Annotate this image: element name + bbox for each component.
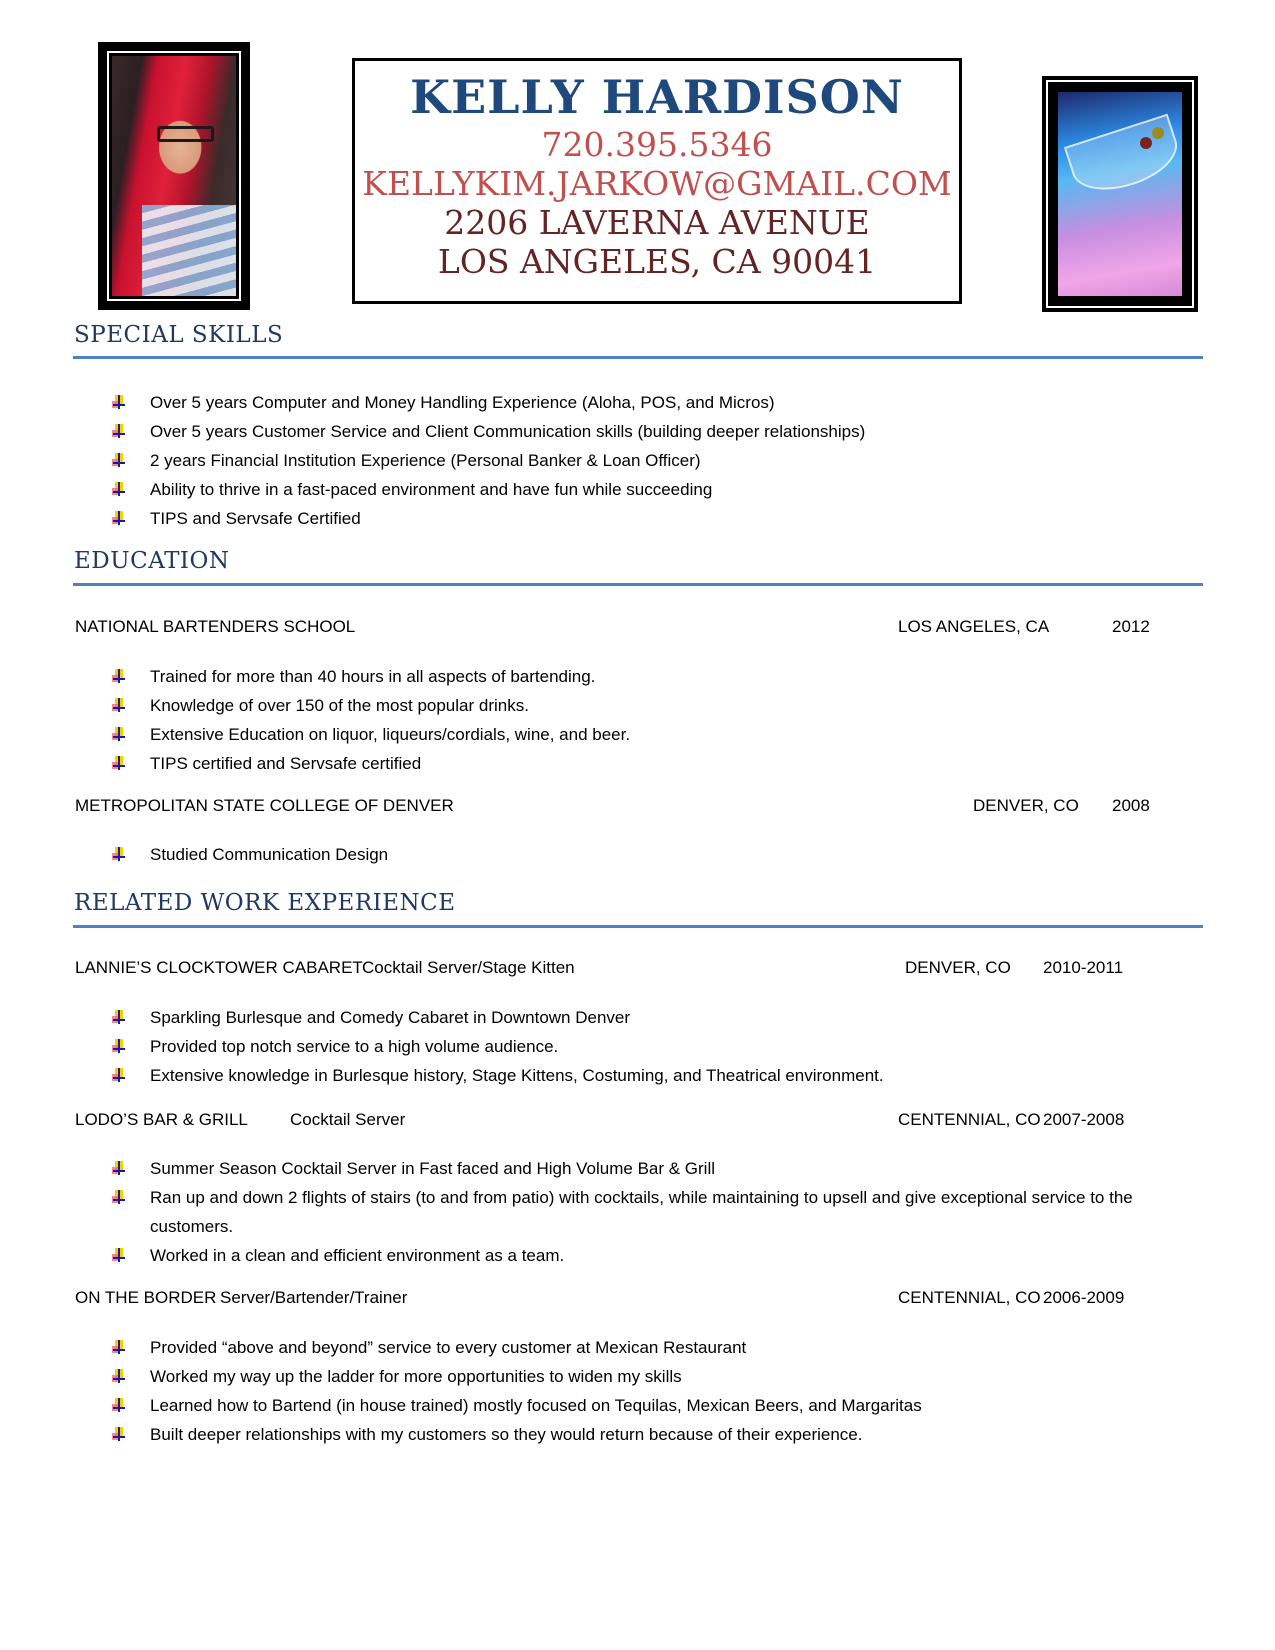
- contact-header-box: [352, 58, 962, 304]
- list-item: [112, 1241, 1162, 1270]
- employer-name: LODO’S BAR & GRILL: [75, 1110, 248, 1129]
- martini-glass-photo: [1042, 76, 1198, 312]
- portrait-photo: [98, 42, 250, 310]
- job-bullets: [112, 1003, 884, 1090]
- section-title-education: EDUCATION: [74, 548, 230, 574]
- list-item-text: Ran up and down 2 flights of stairs (to and from patio) with cocktails, while maintaining to upsell and give exceptional service to the customers.: [150, 1188, 1133, 1236]
- bullet-icon: [112, 756, 126, 770]
- education-bullets: [112, 840, 388, 869]
- bullet-icon: [112, 1010, 126, 1024]
- section-title-special-skills: SPECIAL SKILLS: [74, 322, 284, 348]
- education-entry-header: [75, 617, 1175, 641]
- address-line-2: LOS ANGELES, CA 90041: [437, 242, 877, 281]
- education-bullets: [112, 662, 630, 778]
- bullet-icon: [112, 1369, 126, 1383]
- list-item: [112, 1003, 884, 1032]
- list-item-text: Over 5 years Customer Service and Client Communication skills (building deeper relationships): [150, 422, 866, 441]
- skills-list: [112, 388, 865, 533]
- olive-shape: [1140, 137, 1152, 149]
- school-year: 2008: [1112, 796, 1150, 815]
- job-entry-header: [75, 1288, 1175, 1312]
- job-role: Cocktail Server: [290, 1110, 406, 1129]
- list-item-text: Provided top notch service to a high volume audience.: [150, 1037, 559, 1056]
- school-location: LOS ANGELES, CA: [898, 617, 1050, 636]
- school-location: DENVER, CO: [973, 796, 1079, 815]
- glasses-shape: [157, 126, 214, 143]
- olive-shape: [1152, 127, 1164, 139]
- bullet-icon: [112, 1340, 126, 1354]
- employer-name: ON THE BORDER: [75, 1288, 217, 1307]
- list-item: [112, 1183, 1162, 1241]
- list-item-text: Trained for more than 40 hours in all aspects of bartending.: [150, 667, 596, 686]
- employer-name: LANNIE’S CLOCKTOWER CABARET: [75, 958, 363, 977]
- martini-glass-shape: [1064, 113, 1186, 201]
- job-years: 2007-2008: [1043, 1110, 1125, 1129]
- job-role: Server/Bartender/Trainer: [220, 1288, 408, 1307]
- section-divider: [73, 356, 1203, 359]
- list-item: [112, 1420, 922, 1449]
- job-years: 2010-2011: [1043, 958, 1124, 977]
- education-entry-header: [75, 796, 1175, 820]
- list-item-text: Knowledge of over 150 of the most popular drinks.: [150, 696, 529, 715]
- list-item-text: Summer Season Cocktail Server in Fast faced and High Volume Bar & Grill: [150, 1159, 716, 1178]
- list-item: [112, 749, 630, 778]
- list-item-text: Sparkling Burlesque and Comedy Cabaret in Downtown Denver: [150, 1008, 631, 1027]
- bullet-icon: [112, 511, 126, 525]
- job-bullets: [112, 1333, 922, 1449]
- list-item-text: Worked my way up the ladder for more opportunities to widen my skills: [150, 1367, 682, 1386]
- job-entry-header: [75, 958, 1175, 982]
- list-item-text: Extensive Education on liquor, liqueurs/cordials, wine, and beer.: [150, 725, 631, 744]
- job-location: CENTENNIAL, CO: [898, 1110, 1041, 1129]
- section-divider: [73, 583, 1203, 586]
- list-item: [112, 840, 388, 869]
- striped-shirt-shape: [142, 205, 236, 296]
- bullet-icon: [112, 395, 126, 409]
- bullet-icon: [112, 1398, 126, 1412]
- address-line-1: 2206 LAVERNA AVENUE: [444, 203, 870, 242]
- school-year: 2012: [1112, 617, 1150, 636]
- list-item-text: Worked in a clean and efficient environment as a team.: [150, 1246, 565, 1265]
- bullet-icon: [112, 1190, 126, 1204]
- bullet-icon: [112, 424, 126, 438]
- martini-image: [1058, 92, 1182, 296]
- bullet-icon: [112, 1427, 126, 1441]
- list-item: [112, 1154, 1162, 1183]
- bullet-icon: [112, 1039, 126, 1053]
- school-name: NATIONAL BARTENDERS SCHOOL: [75, 617, 356, 636]
- list-item: [112, 1032, 884, 1061]
- list-item-text: Extensive knowledge in Burlesque history, Stage Kittens, Costuming, and Theatrical environment.: [150, 1066, 884, 1085]
- section-divider: [73, 925, 1203, 928]
- list-item: [112, 504, 865, 533]
- job-years: 2006-2009: [1043, 1288, 1125, 1307]
- list-item-text: Studied Communication Design: [150, 845, 389, 864]
- school-name: METROPOLITAN STATE COLLEGE OF DENVER: [75, 796, 454, 815]
- bullet-icon: [112, 698, 126, 712]
- bullet-icon: [112, 669, 126, 683]
- bullet-icon: [112, 1068, 126, 1082]
- email-address: KELLYKIM.JARKOW@GMAIL.COM: [362, 164, 952, 203]
- list-item-text: Provided “above and beyond” service to every customer at Mexican Restaurant: [150, 1338, 747, 1357]
- job-bullets: [112, 1154, 1162, 1270]
- section-title-work-experience: RELATED WORK EXPERIENCE: [74, 890, 456, 916]
- list-item: [112, 446, 865, 475]
- list-item: [112, 417, 865, 446]
- bullet-icon: [112, 453, 126, 467]
- bullet-icon: [112, 482, 126, 496]
- bullet-icon: [112, 1161, 126, 1175]
- list-item-text: TIPS certified and Servsafe certified: [150, 754, 422, 773]
- list-item: [112, 1362, 922, 1391]
- bullet-icon: [112, 727, 126, 741]
- list-item: [112, 1333, 922, 1362]
- job-location: CENTENNIAL, CO: [898, 1288, 1041, 1307]
- list-item-text: TIPS and Servsafe Certified: [150, 509, 361, 528]
- list-item: [112, 1061, 884, 1090]
- phone-number: 720.395.5346: [541, 125, 773, 164]
- bullet-icon: [112, 847, 126, 861]
- list-item: [112, 1391, 922, 1420]
- list-item-text: Over 5 years Computer and Money Handling Experience (Aloha, POS, and Micros): [150, 393, 775, 412]
- list-item: [112, 388, 865, 417]
- portrait-image: [112, 56, 236, 296]
- candidate-name: KELLY HARDISON: [410, 70, 904, 124]
- list-item-text: Built deeper relationships with my customers so they would return because of their experience.: [150, 1425, 863, 1444]
- list-item-text: Learned how to Bartend (in house trained) mostly focused on Tequilas, Mexican Beers, and Margaritas: [150, 1396, 922, 1415]
- job-location: DENVER, CO: [905, 958, 1011, 977]
- bullet-icon: [112, 1248, 126, 1262]
- list-item: [112, 691, 630, 720]
- list-item: [112, 720, 630, 749]
- list-item: [112, 662, 630, 691]
- list-item-text: 2 years Financial Institution Experience (Personal Banker & Loan Officer): [150, 451, 701, 470]
- list-item-text: Ability to thrive in a fast-paced environment and have fun while succeeding: [150, 480, 713, 499]
- job-role: Cocktail Server/Stage Kitten: [362, 958, 575, 977]
- list-item: [112, 475, 865, 504]
- job-entry-header: [75, 1110, 1175, 1134]
